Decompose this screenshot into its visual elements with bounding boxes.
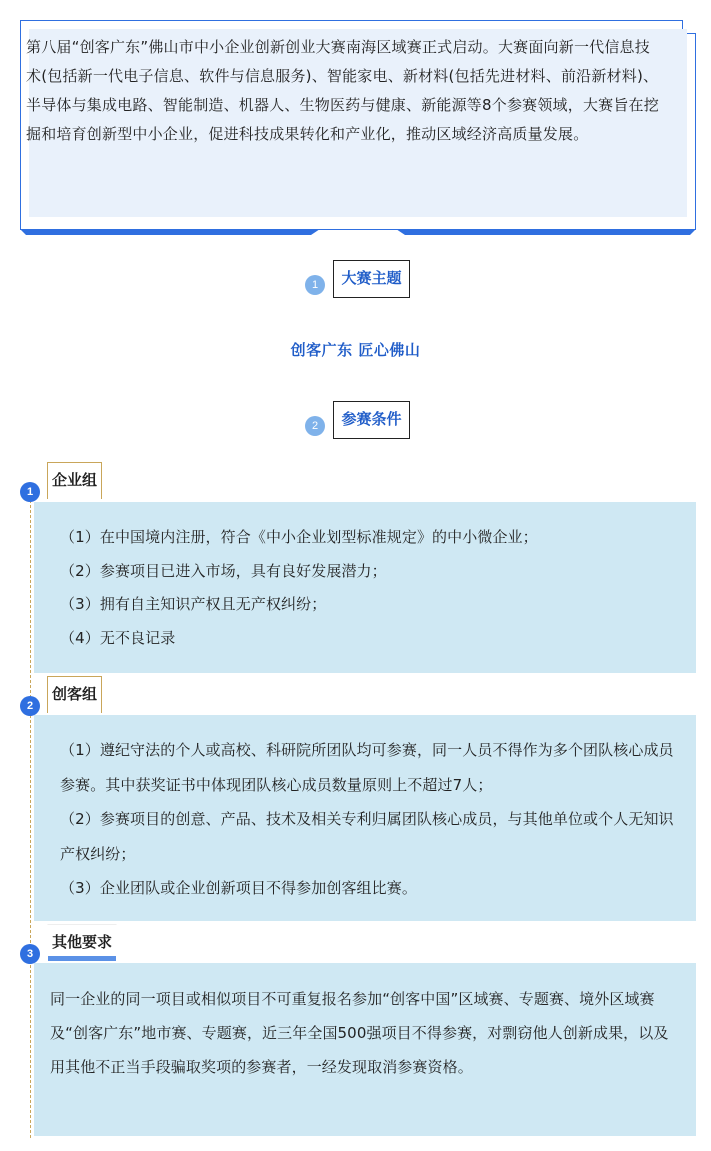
section-number-badge: 2 bbox=[305, 416, 325, 436]
group-title-text: 企业组 bbox=[52, 471, 98, 489]
group-title bbox=[47, 676, 102, 713]
group-heading-enterprise bbox=[20, 462, 160, 502]
list-item: （2）参赛项目已进入市场，具有良好发展潜力； bbox=[60, 561, 387, 580]
section-heading-theme bbox=[0, 260, 711, 304]
intro-bar-left bbox=[20, 229, 320, 235]
list-item: 同一企业的同一项目或相似项目不可重复报名参加“创客中国”区域赛、专题赛、境外区域赛及“创客广东”地市赛、专题赛，近三年全国500强项目不得参赛，对剽窃他人创新成果，以及用其他不正当手段骗取奖项的参赛者，一经发现取消参赛资格。 bbox=[50, 990, 669, 1076]
group-number-badge: 1 bbox=[20, 482, 40, 502]
list-item: （3）企业团队或企业创新项目不得参加创客组比赛。 bbox=[60, 879, 417, 897]
list-item: （1）遵纪守法的个人或高校、科研院所团队均可参赛，同一人员不得作为多个团队核心成员参赛。其中获奖证书中体现团队核心成员数量原则上不超过7人； bbox=[60, 741, 674, 794]
group-title bbox=[47, 924, 117, 961]
group-title-text: 创客组 bbox=[52, 685, 98, 703]
section-title: 大赛主题 bbox=[333, 260, 410, 298]
theme-text: 创客广东 匠心佛山 bbox=[290, 341, 421, 359]
group-box-enterprise bbox=[34, 502, 696, 673]
group-heading-other bbox=[20, 924, 160, 964]
section-title: 参赛条件 bbox=[333, 401, 410, 439]
section-heading-conditions bbox=[0, 401, 711, 445]
group-title-text: 其他要求 bbox=[52, 933, 113, 951]
list-item: （2）参赛项目的创意、产品、技术及相关专利归属团队核心成员，与其他单位或个人无知识产权纠纷； bbox=[60, 810, 674, 863]
list-item: （3）拥有自主知识产权且无产权纠纷； bbox=[60, 595, 327, 613]
group-title bbox=[47, 462, 102, 499]
list-item: （4）无不良记录 bbox=[60, 628, 176, 647]
group-box-maker bbox=[34, 715, 696, 921]
group-box-other bbox=[34, 963, 696, 1136]
group-number-badge: 3 bbox=[20, 944, 40, 964]
group-title-underline bbox=[48, 956, 116, 961]
group-number-badge: 2 bbox=[20, 696, 40, 716]
section-number-badge: 1 bbox=[305, 275, 325, 295]
intro-bar-right bbox=[396, 229, 696, 235]
group-heading-maker bbox=[20, 676, 160, 716]
list-item: （1）在中国境内注册，符合《中小企业划型标准规定》的中小微企业； bbox=[60, 528, 538, 546]
intro-text: 第八届“创客广东”佛山市中小企业创新创业大赛南海区域赛正式启动。大赛面向新一代信息技术(包括新一代电子信息、软件与信息服务)、智能家电、新材料(包括先进材料、前沿新材料)、半导体与集成电路、智能制造、机器人、生物医药与健康、新能源等8个参赛领域，大赛旨在挖掘和培育创新型中小企业，促进科技成果转化和产业化，推动区域经济高质量发展。 bbox=[26, 38, 659, 143]
timeline-line bbox=[30, 490, 31, 1138]
